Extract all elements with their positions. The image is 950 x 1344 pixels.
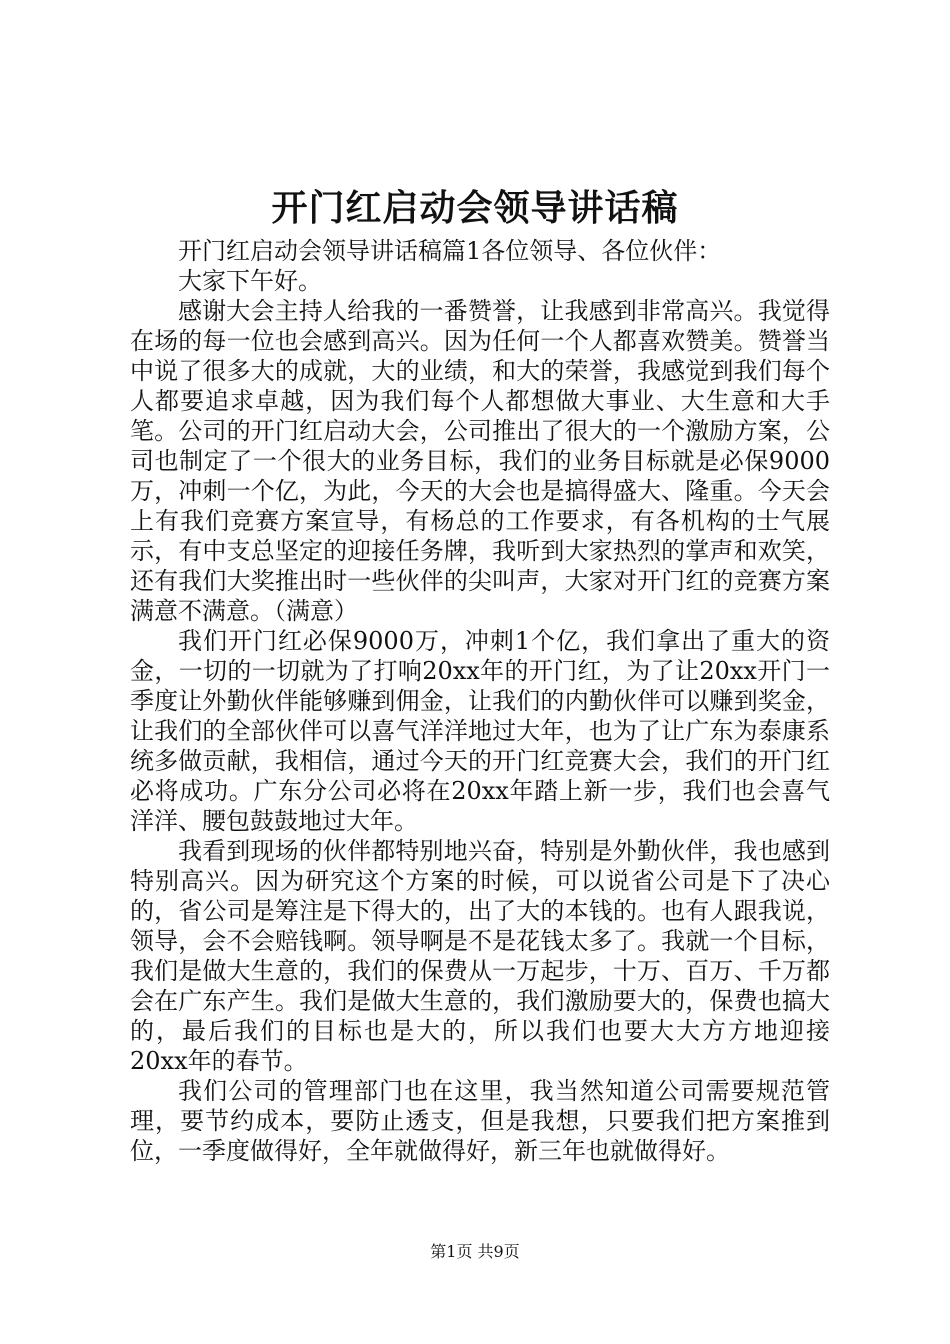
document-body — [130, 236, 830, 1166]
paragraph-opening: 开门红启动会领导讲话稿篇1各位领导、各位伙伴： — [178, 237, 722, 265]
paragraph-greeting: 大家下午好。 — [178, 267, 322, 295]
paragraph-body: 感谢大会主持人给我的一番赞誉，让我感到非常高兴。我觉得在场的每一位也会感到高兴。因为任何一个人都喜欢赞美。赞誉当中说了很多大的成就，大的业绩，和大的荣誉，我感觉到我们每个人都要追求卓越，因为我们每个人都想做大事业、大生意和大手笔。公司的开门红启动大会，公司推出了很大的一个激励方案，公司也制定了一个很大的业务目标，我们的业务目标就是必保9000万，冲刺一个亿，为此，今天的大会也是搞得盛大、隆重。今天会上有我们竞赛方案宣导，有杨总的工作要求，有各机构的士气展示，有中支总坚定的迎接任务牌，我听到大家热烈的掌声和欢笑，还有我们大奖推出时一些伙伴的尖叫声，大家对开门红的竞赛方案满意不满意。（满意） — [130, 297, 830, 625]
paragraph-body: 我们开门红必保9000万，冲刺1个亿，我们拿出了重大的资金，一切的一切就为了打响20xx年的开门红，为了让20xx开门一季度让外勤伙伴能够赚到佣金，让我们的内勤伙伴可以赚到奖金，让我们的全部伙伴可以喜气洋洋地过大年，也为了让广东为泰康系统多做贡献，我相信，通过今天的开门红竞赛大会，我们的开门红必将成功。广东分公司必将在20xx年踏上新一步，我们也会喜气洋洋、腰包鼓鼓地过大年。 — [130, 627, 830, 835]
document-title: 开门红启动会领导讲话稿 — [271, 187, 679, 229]
paragraph-body: 我们公司的管理部门也在这里，我当然知道公司需要规范管理，要节约成本，要防止透支，但是我想，只要我们把方案推到位，一季度做得好，全年就做得好，新三年也就做得好。 — [130, 1077, 830, 1165]
page-footer: 第1页 共9页 — [430, 1242, 520, 1261]
paragraph-body: 我看到现场的伙伴都特别地兴奋，特别是外勤伙伴，我也感到特别高兴。因为研究这个方案的时候，可以说省公司是下了决心的，省公司是筹注是下得大的，出了大的本钱的。也有人跟我说，领导，会不会赔钱啊。领导啊是不是花钱太多了。我就一个目标，我们是做大生意的，我们的保费从一万起步，十万、百万、千万都会在广东产生。我们是做大生意的，我们激励要大的，保费也搞大的，最后我们的目标也是大的，所以我们也要大大方方地迎接20xx年的春节。 — [130, 837, 830, 1075]
